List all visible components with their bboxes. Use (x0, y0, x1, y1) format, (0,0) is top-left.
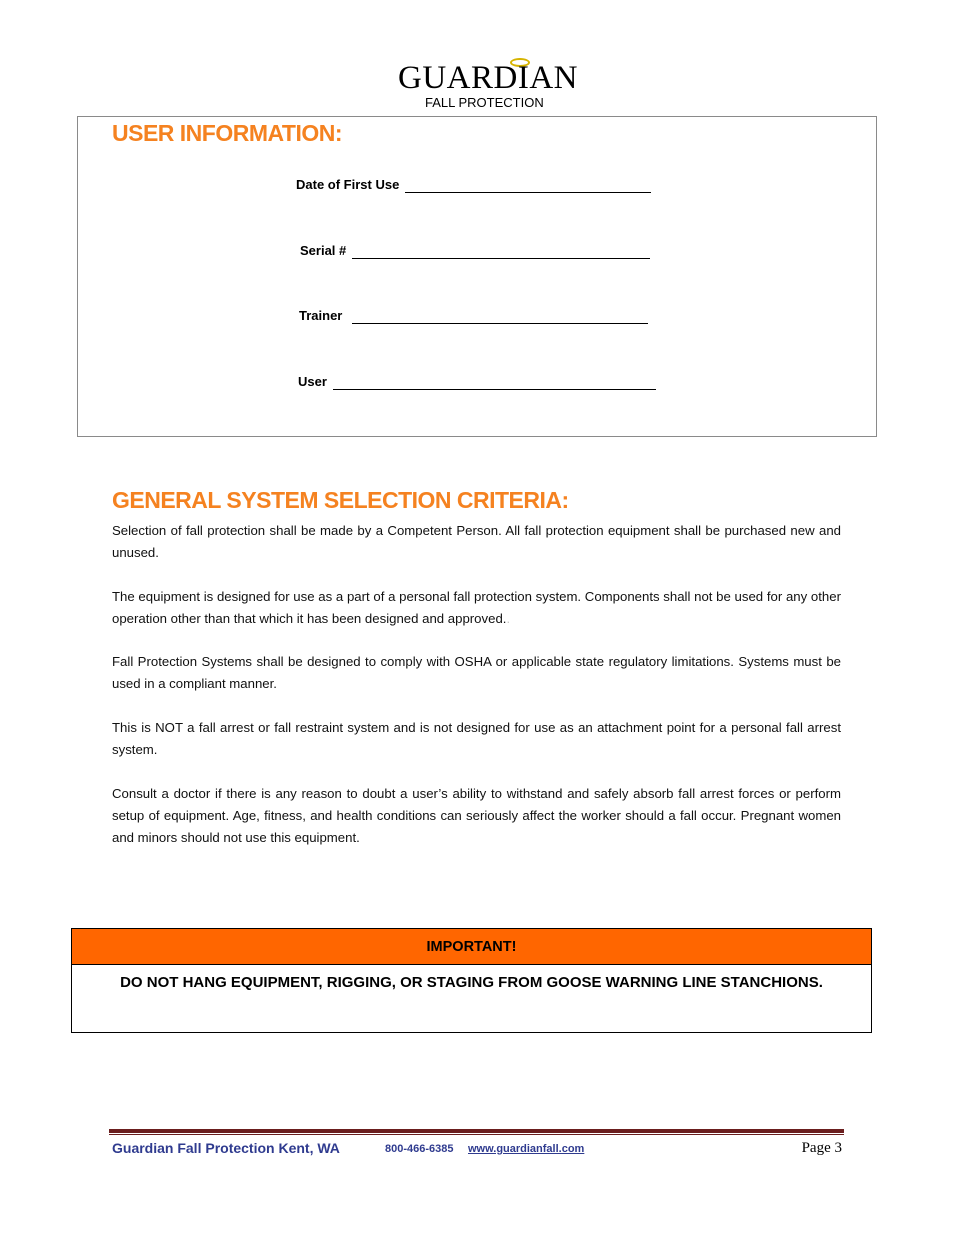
paragraph-system-use (112, 586, 841, 630)
paragraph-not-fall-arrest: This is NOT a fall arrest or fall restraint system and is not designed for use as an attachment point for a personal fall arrest system. (112, 720, 841, 757)
paragraph-consult-doctor: Consult a doctor if there is any reason to doubt a user’s ability to withstand and safely absorb fall arrest forces or perform setup of equipment. Age, fitness, and health conditions can seriously affect the worker should a fall occur. Pregnant women and minors should not use this equipment. (112, 786, 841, 845)
blank-line (352, 311, 648, 324)
blank-line (333, 377, 656, 390)
important-heading: IMPORTANT! (72, 929, 871, 965)
faint-mark: . (506, 611, 511, 626)
footer-website-link[interactable]: www.guardianfall.com (468, 1143, 585, 1155)
footer-company-name: Guardian Fall Protection Kent, WA (112, 1140, 340, 1156)
footer-phone: 800-466-6385 (385, 1143, 454, 1155)
paragraph-competent-person: Selection of fall protection shall be made by a Competent Person. All fall protection equipment shall be purchased new and unused. (112, 523, 841, 560)
important-notice-box (71, 928, 872, 1033)
guardian-logo (396, 58, 578, 112)
field-label: Serial # (300, 243, 347, 258)
paragraph-osha-compliance: Fall Protection Systems shall be designed to comply with OSHA or applicable state regulatory limitations. Systems must be used in a compliant manner. (112, 654, 841, 691)
page-number: Page 3 (801, 1140, 842, 1156)
blank-line (352, 246, 650, 259)
footer-divider (109, 1129, 844, 1133)
field-label: Date of First Use (296, 177, 400, 192)
logo-subtitle: FALL PROTECTION (425, 95, 544, 110)
footer-divider-thin (109, 1134, 844, 1135)
date-first-use-field (296, 177, 651, 193)
trainer-field (299, 308, 648, 324)
field-label: Trainer (299, 308, 343, 323)
user-field (298, 374, 656, 390)
blank-line (405, 180, 651, 193)
general-selection-criteria-title: GENERAL SYSTEM SELECTION CRITERIA: (112, 487, 569, 513)
serial-number-field (300, 243, 650, 259)
field-label: User (298, 374, 327, 389)
user-information-title: USER INFORMATION: (112, 120, 343, 146)
paragraph-text: The equipment is designed for use as a part of a personal fall protection system. Components shall not be used for any other operation other than that which it has been designed and approved. (112, 589, 841, 626)
logo-wordmark: GUARDIAN (398, 60, 578, 96)
important-warning-text: DO NOT HANG EQUIPMENT, RIGGING, OR STAGING FROM GOOSE WARNING LINE STANCHIONS. (120, 974, 823, 991)
